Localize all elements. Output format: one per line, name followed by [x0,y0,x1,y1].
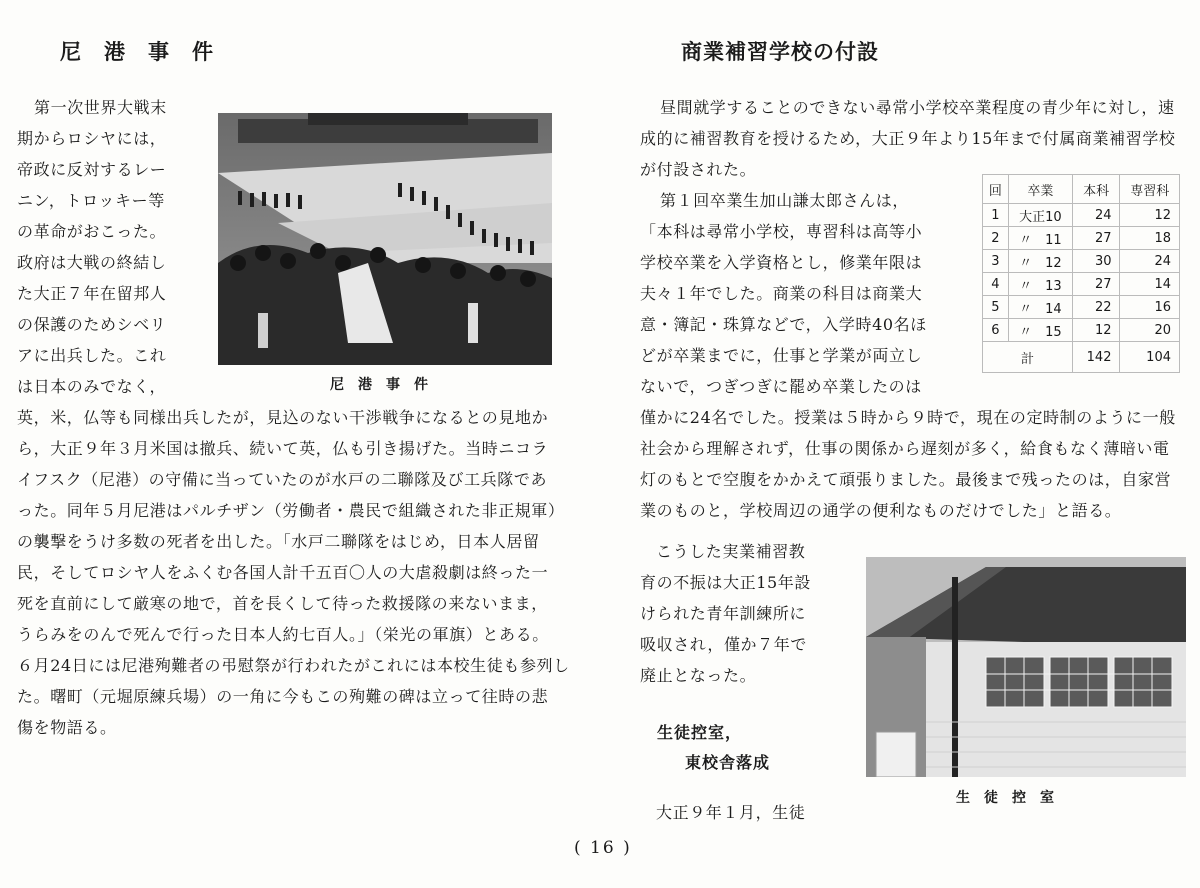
table-cell: 2 [983,227,1009,250]
text-line: の襲撃をうけ多数の死者を出した。「水戸二聯隊をはじめ，日本人居留 [17,532,540,551]
text-line: イフスク（尼港）の守備に当っていたのが水戸の二聯隊及び工兵隊であ [17,470,548,489]
table-cell: 14 [1120,273,1180,296]
col-header-round: 回 [983,175,1009,204]
text-line: 夫々１年でした。商業の科目は商業大 [640,284,923,303]
text-line: 灯のもとで空腹をかかえて頑張りました。最後まで残ったのは，自家営 [640,470,1172,489]
table-header-row [983,175,1180,204]
left-page-title: 尼 港 事 件 [60,40,214,64]
table-total-row [983,342,1180,373]
text-line: うらみをのんで死んで行った日本人約七百人。」（栄光の軍旗）とある。 [17,625,549,644]
text-line: 第１回卒業生加山謙太郎さんは， [660,191,910,210]
right-page-title: 商業補習学校の付設 [681,40,879,64]
table-cell: 16 [1120,296,1180,319]
table-cell: 〃 14 [1008,296,1072,319]
text-line: は日本のみでなく， [17,377,167,396]
table-cell: 22 [1072,296,1120,319]
table-cell: 27 [1072,273,1120,296]
text-line: 帝政に反対するレー [17,160,167,179]
text-line: ニン，トロッキー等 [17,191,165,210]
text-line: 民，そしてロシヤ人をふくむ各国人計千五百〇人の大虐殺劇は終った一 [17,563,549,582]
table-cell: 24 [1120,250,1180,273]
total-senshuka: 104 [1120,342,1180,373]
table-cell: 18 [1120,227,1180,250]
text-line: ら，大正９年３月米国は撤兵、続いて英，仏も引き揚げた。当時ニコラ [17,439,549,458]
subsection-heading-line1: 生徒控室， [657,723,743,742]
table-row [983,250,1180,273]
text-line: ６月24日には尼港殉難者の弔慰祭が行われたがこれには本校生徒も参列し [17,656,570,675]
text-line: の革命がおこった。 [17,222,167,241]
text-line: 僅かに24名でした。授業は５時から９時で，現在の定時制のように一般 [640,408,1176,427]
table-row [983,319,1180,342]
text-line: 第一次世界大戦末 [34,98,167,117]
table-cell: 1 [983,204,1009,227]
total-label: 計 [983,342,1073,373]
text-line: けられた青年訓練所に [640,604,807,623]
building-photo-illustration [866,557,1186,777]
text-line: 育の不振は大正15年設 [640,573,811,592]
text-line: の保護のためシベリ [17,315,167,334]
text-line: 期からロシヤには， [17,129,167,148]
table-row [983,296,1180,319]
table-cell: 27 [1072,227,1120,250]
text-line: 「本科は尋常小学校，専習科は高等小 [640,222,923,241]
text-line: 英，米，仏等も同様出兵したが，見込のない干渉戦争になるとの見地か [17,408,549,427]
graduates-table [982,174,1180,373]
page-number: ( 16 ) [574,838,632,858]
text-line: アに出兵した。これ [17,346,167,365]
table-cell: 12 [1120,204,1180,227]
table-cell: 20 [1120,319,1180,342]
table-cell: 12 [1072,319,1120,342]
col-header-honka: 本科 [1072,175,1120,204]
text-line: 吸収され，僅か７年で [640,635,807,654]
table-cell: 5 [983,296,1009,319]
table-cell: 6 [983,319,1009,342]
table-cell: 4 [983,273,1009,296]
text-line: 廃止となった。 [640,666,757,685]
student-lounge-photo [866,557,1186,777]
table-cell: 〃 15 [1008,319,1072,342]
table-cell: 〃 11 [1008,227,1072,250]
text-line: 昼間就学することのできない尋常小学校卒業程度の青少年に対し，速 [660,98,1175,117]
table-cell: 〃 13 [1008,273,1072,296]
text-line: 死を直前にして厳寒の地で，首を長くして待った救援隊の来ないまま， [17,594,548,613]
table-row [983,227,1180,250]
table-cell: 大正10 [1008,204,1072,227]
text-line: 政府は大戦の終結し [17,253,167,272]
text-line: こうした実業補習教 [656,542,806,561]
right-photo-caption: 生徒控室 [956,790,1068,806]
table-cell: 〃 12 [1008,250,1072,273]
total-honka: 142 [1072,342,1120,373]
table-cell: 30 [1072,250,1120,273]
text-line: が付設された。 [640,160,757,179]
text-line: た。曙町（元堀原練兵場）の一角に今もこの殉難の碑は立って往時の悲 [17,687,549,706]
table-row [983,273,1180,296]
table-cell: 3 [983,250,1009,273]
text-line: 成的に補習教育を授けるため，大正９年より15年まで付属商業補習学校 [640,129,1176,148]
text-line: 学校卒業を入学資格とし，修業年限は [640,253,923,272]
crowd-photo-illustration [218,113,552,365]
text-line: 傷を物語る。 [17,718,117,737]
text-line: ないで，つぎつぎに罷め卒業したのは [640,377,922,396]
subsection-heading-line2: 東校舎落成 [685,753,771,772]
table-row [983,204,1180,227]
col-header-senshuka: 専習科 [1120,175,1180,204]
text-line: 社会から理解されず，仕事の関係から遅刻が多く，給食もなく薄暗い電 [640,439,1170,458]
table-cell: 24 [1072,204,1120,227]
nikolayevsk-incident-photo [218,113,552,365]
text-line: った。同年５月尼港はパルチザン（労働者・農民で組織された非正規軍） [17,501,565,520]
text-line: た大正７年在留邦人 [17,284,167,303]
text-line: 業のものと，学校周辺の通学の便利なものだけでした」と語る。 [640,501,1122,520]
text-line: 意・簿記・珠算などで，入学時40名ほ [640,315,927,334]
left-photo-caption: 尼港事件 [330,377,442,393]
col-header-graduation: 卒業 [1008,175,1072,204]
text-line: どが卒業までに，仕事と学業が両立し [640,346,923,365]
text-line: 大正９年１月，生徒 [656,803,806,822]
